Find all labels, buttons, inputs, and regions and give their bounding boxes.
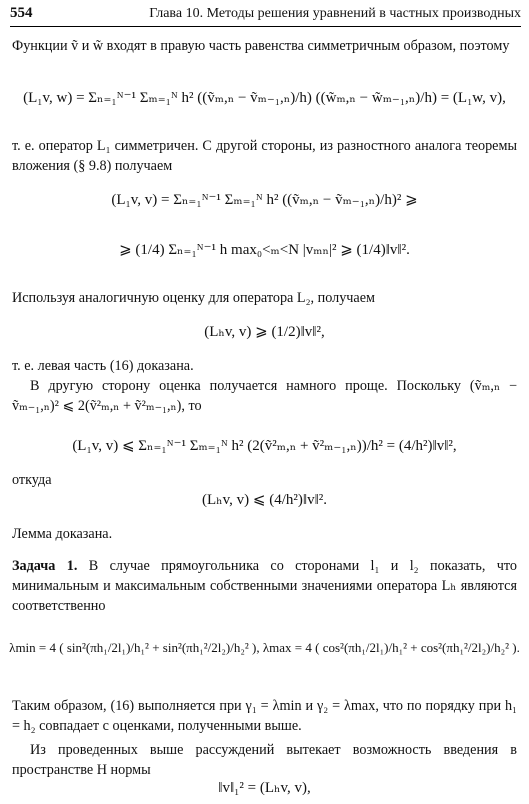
task-label: Задача 1. <box>12 558 78 574</box>
paragraph-whence: откуда <box>12 472 52 488</box>
equation-embedding-estimate-cont: ⩾ (1/4) Σₙ₌₁ᴺ⁻¹ h max₀<ₘ<N |vₘₙ|² ⩾ (1/4)‖v‖². <box>119 242 410 258</box>
equation-eigenvalues: λmin = 4 ( sin²(πh₁/2l₁)/h₁² + sin²(πh₁²/2l₂)/h₂² ), λmax = 4 ( cos²(πh₁/2l₁)/h₁² + cos²(πh₁²/2l₂)/h₂² ). <box>9 640 520 655</box>
equation-lh-upper-bound: (Lₕv, v) ⩽ (4/h²)‖v‖². <box>201 492 328 508</box>
paragraph-norm-intro: Из проведенных выше рассуждений вытекает возможность введения в пространстве H нормы <box>12 742 517 778</box>
task-text: В случае прямоугольника со сторонами l₁ и l₂ показать, что минимальным и максимальным собственными значениями оператора Lₕ являются соответственно <box>12 558 517 614</box>
equation-l1-upper-bound: (L₁v, v) ⩽ Σₙ₌₁ᴺ⁻¹ Σₘ₌₁ᴺ h² (2(ṽ²ₘ,ₙ + ṽ²ₘ₋₁,ₙ))/h² = (4/h²)‖v‖², <box>72 438 457 454</box>
page-number: 554 <box>10 5 33 21</box>
chapter-title: Глава 10. Методы решения уравнений в частных производных <box>149 6 521 21</box>
running-header <box>10 4 521 27</box>
paragraph-symmetric-functions: Функции ṽ и w̃ входят в правую часть равенства симметричным образом, поэтому <box>12 38 510 54</box>
paragraph-other-direction: В другую сторону оценка получается намного проще. Поскольку (ṽₘ,ₙ − ṽₘ₋₁,ₙ)² ⩽ 2(ṽ²ₘ,ₙ + ṽ²ₘ₋₁,ₙ), то <box>12 378 517 414</box>
equation-lh-lower-bound: (Lₕv, v) ⩾ (1/2)‖v‖², <box>204 324 325 340</box>
equation-norm-definition: ‖v‖₁² = (Lₕv, v), <box>218 780 311 796</box>
paragraph-lemma-proved: Лемма доказана. <box>12 526 113 542</box>
paragraph-task-1 <box>12 556 517 616</box>
paragraph-thus: Таким образом, (16) выполняется при γ₁ = λmin и γ₂ = λmax, что по порядку при h₁ = h₂ совпадает с оценками, полученными выше. <box>12 698 517 734</box>
equation-embedding-estimate: (L₁v, v) = Σₙ₌₁ᴺ⁻¹ Σₘ₌₁ᴺ h² ((ṽₘ,ₙ − ṽₘ₋₁,ₙ)/h)² ⩾ <box>111 192 418 208</box>
paragraph-left-proved: т. е. левая часть (16) доказана. <box>12 358 194 374</box>
equation-l1-symmetry: (L₁v, w) = Σₙ₌₁ᴺ⁻¹ Σₘ₌₁ᴺ h² ((ṽₘ,ₙ − ṽₘ₋₁,ₙ)/h) ((w̃ₘ,ₙ − w̃ₘ₋₁,ₙ)/h) = (L₁w, v), <box>23 90 506 106</box>
paragraph-l2-estimate: Используя аналогичную оценку для оператора L₂, получаем <box>12 290 375 306</box>
paragraph-symmetric-operator: т. е. оператор L₁ симметричен. С другой стороны, из разностного аналога теоремы вложения (§ 9.8) получаем <box>12 138 517 174</box>
